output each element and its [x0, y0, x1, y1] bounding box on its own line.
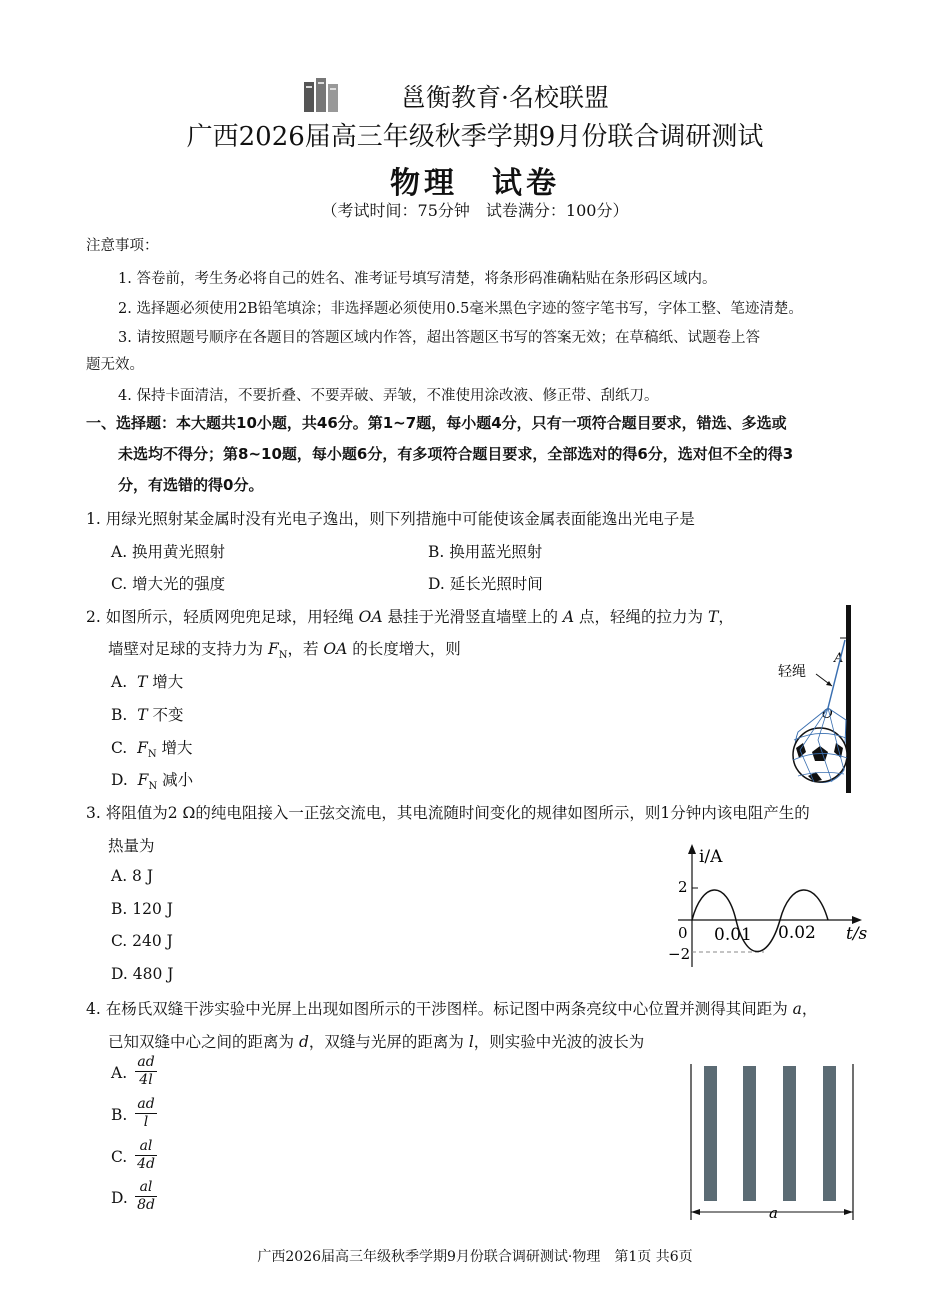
q1-option-b: B. 换用蓝光照射	[428, 543, 543, 561]
distance-label: a	[769, 1204, 778, 1222]
q4-option-a-fraction: $\frac{ad}{4l}$	[135, 1054, 157, 1089]
q2-stem-line1: 2. 如图所示，轻质网兜兜足球，用轻绳 OA 悬挂于光滑竖直墙壁上的 A 点，轻绳的拉力为 T，	[86, 608, 734, 626]
note-item: 3. 请按照题号顺序在各题目的答题区域内作答，超出答题区书写的答案无效；在草稿纸、试题卷上答	[118, 330, 760, 346]
note-item: 4. 保持卡面清洁，不要折叠、不要弄破、弄皱，不准使用涂改液、修正带、刮纸刀。	[118, 388, 659, 404]
section-heading: 未选均不得分；第8~10题，每小题6分，有多项符合题目要求，全部选对的得6分，选对但不全的得3	[118, 445, 794, 463]
q3-current-graph	[668, 842, 873, 970]
notes-title: 注意事项：	[86, 238, 159, 254]
q2-option-c: C. $F_N$ 增大	[111, 739, 193, 761]
q4-option-d-label: D.	[111, 1189, 128, 1207]
q2-stem-line2: 墙壁对足球的支持力为 $F_N$，若 OA 的长度增大，则	[108, 640, 461, 662]
q4-option-a-label: A.	[111, 1064, 128, 1082]
q1-stem: 1. 用绿光照射某金属时没有光电子逸出，则下列措施中可能使该金属表面能逸出光电子是	[86, 510, 695, 528]
q4-option-d-fraction: $\frac{al}{8d}$	[135, 1179, 157, 1214]
q4-interference-pattern	[676, 1060, 866, 1225]
rope-label: 轻绳	[778, 664, 806, 680]
bright-fringe	[783, 1066, 796, 1201]
section-heading: 一、选择题：本大题共10小题，共46分。第1~7题，每小题4分，只有一项符合题目要求，错选、多选或	[86, 414, 787, 432]
q2-figure	[770, 600, 865, 800]
page-footer: 广西2026届高三年级秋季学期9月份联合调研测试·物理 第1页 共6页	[257, 1249, 693, 1265]
note-item: 2. 选择题必须使用2B铅笔填涂；非选择题必须使用0.5毫米黑色字迹的签字笔书写，字体工整、笔迹清楚。	[118, 301, 803, 317]
note-item: 题无效。	[86, 357, 144, 373]
note-item: 1. 答卷前，考生务必将自己的姓名、准考证号填写清楚，将条形码准确粘贴在条形码区域内。	[118, 271, 717, 287]
exam-time-info: （考试时间：75分钟 试卷满分：100分）	[321, 201, 629, 220]
q4-option-c-label: C.	[111, 1148, 128, 1166]
x-tick-label: 0.02	[778, 923, 816, 943]
point-o-label: O	[822, 707, 833, 722]
q3-option-d: D. 480 J	[111, 965, 174, 983]
q1-option-d: D. 延长光照时间	[428, 575, 543, 593]
brand-name: 邕衡教育·名校联盟	[401, 83, 609, 112]
q3-option-c: C. 240 J	[111, 932, 173, 950]
q2-option-d: D. $F_N$ 减小	[111, 771, 194, 793]
q2-option-a: A. T 增大	[111, 673, 184, 691]
x-axis-label: t/s	[846, 924, 868, 944]
section-heading: 分，有选错的得0分。	[118, 476, 264, 494]
q4-option-c-fraction: $\frac{al}{4d}$	[135, 1138, 157, 1173]
bright-fringe	[743, 1066, 756, 1201]
y-tick-label: −2	[668, 945, 691, 963]
origin-label: 0	[678, 924, 688, 942]
point-a-label: A	[834, 651, 844, 666]
exam-title: 广西2026届高三年级秋季学期9月份联合调研测试	[186, 122, 764, 152]
q3-stem-line1: 3. 将阻值为2 Ω的纯电阻接入一正弦交流电，其电流随时间变化的规律如图所示，则1分钟内该电阻产生的	[86, 804, 810, 822]
q3-option-a: A. 8 J	[111, 867, 154, 885]
q3-stem-line2: 热量为	[108, 837, 155, 855]
x-tick-label: 0.01	[714, 925, 752, 945]
q4-stem-line2: 已知双缝中心之间的距离为 d，双缝与光屏的距离为 l，则实验中光波的波长为	[108, 1033, 645, 1051]
bright-fringe	[823, 1066, 836, 1201]
subject-title: 物理 试卷	[390, 166, 560, 201]
q4-option-b-fraction: $\frac{ad}{l}$	[135, 1096, 157, 1131]
q2-option-b: B. T 不变	[111, 706, 184, 724]
wall	[846, 605, 851, 793]
y-tick-label: 2	[678, 878, 688, 896]
q4-stem-line1: 4. 在杨氏双缝干涉实验中光屏上出现如图所示的干涉图样。标记图中两条亮纹中心位置并测得其间距为 a，	[86, 1000, 818, 1018]
y-axis-label: i/A	[699, 847, 723, 867]
q4-option-b-label: B.	[111, 1106, 128, 1124]
bright-fringe	[704, 1066, 717, 1201]
q1-option-c: C. 增大光的强度	[111, 575, 226, 593]
q1-option-a: A. 换用黄光照射	[111, 543, 226, 561]
q3-option-b: B. 120 J	[111, 900, 173, 918]
